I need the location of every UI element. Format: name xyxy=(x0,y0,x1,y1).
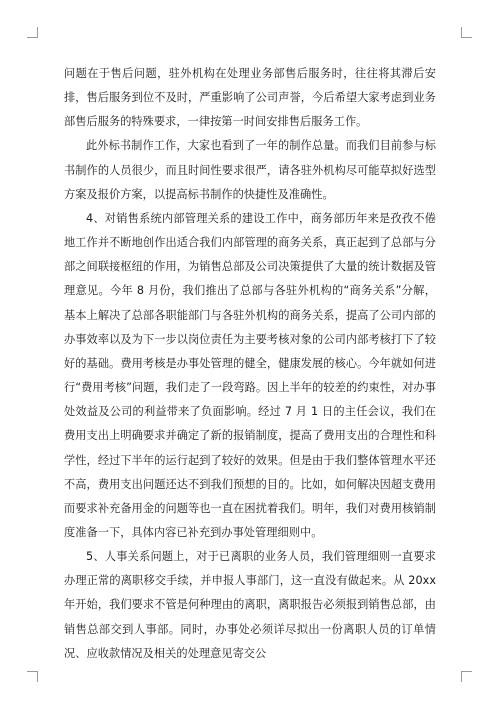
crop-mark-top-left xyxy=(27,27,38,38)
crop-mark-top-right xyxy=(461,27,472,38)
crop-mark-bottom-right xyxy=(461,671,472,682)
paragraph-bid-documents: 此外标书制作工作，大家也看到了一年的制作总量。而我们目前参与标书制作的人员很少，而且时间性要求很严，请各驻外机构尽可能草拟好选型方案及报价方案，以提高标书制作的快捷性及准确性。 xyxy=(64,139,436,201)
paragraph-item-5-personnel: 5、人事关系问题上，对于已离职的业务人员，我们管理细则一直要求办理正常的离职移交手续，并申报人事部门，这一直没有做起来。从 20xx 年开始，我们要求不管是何种理由的离职，离职报告必须报到销售总部，由销售总部交到人事部。同时，办事处必须详尽拟出一份离职人员的订单情况、应收款情况及相关的处理意见寄交公 xyxy=(64,550,436,660)
document-body xyxy=(64,62,436,666)
paragraph-item-4-commercial-relations: 4、对销售系统内部管理关系的建设工作中，商务部历年来是孜孜不倦地工作并不断地创作出适合我们内部管理的商务关系，真正起到了总部与分部之间联接枢纽的作用，为销售总部及公司决策提供了大量的统计数据及管理意见。今年 8 月份，我们推出了总部与各驻外机构的“商务关系”分解，基本上解决了总部各职能部门与各驻外机构的商务关系，提高了公司内部的办事效率以及为下一步以岗位责任为主要考核对象的公司内部考核打下了较好的基础。费用考核是办事处管理的健全，健康发展的核心。今年就如何进行“费用考核”问题，我们走了一段弯路。因上半年的较差的约束性，对办事处效益及公司的利益带来了负面影响。经过 7 月 1 日的主任会议，我们在费用支出上明确要求并确定了新的报销制度，提高了费用支出的合理性和科学性，经过下半年的运行起到了较好的效果。但是由于我们整体管理水平还不高，费用支出问题还达不到我们预想的目的。比如，如何解决因超支费用而要求补充备用金的问题等也一直在困扰着我们。明年，我们对费用核销制度准备一下，具体内容已补充到办事处管理细则中。 xyxy=(64,211,436,539)
paragraph-after-sales-continuation: 问题在于售后问题，驻外机构在处理业务部售后服务时，往往将其滞后安排，售后服务到位不及时，严重影响了公司声誉，今后希望大家考虑到业务部售后服务的特殊要求，一律按第一时间安排售后服务工作。 xyxy=(64,67,436,129)
crop-mark-bottom-left xyxy=(27,671,38,682)
